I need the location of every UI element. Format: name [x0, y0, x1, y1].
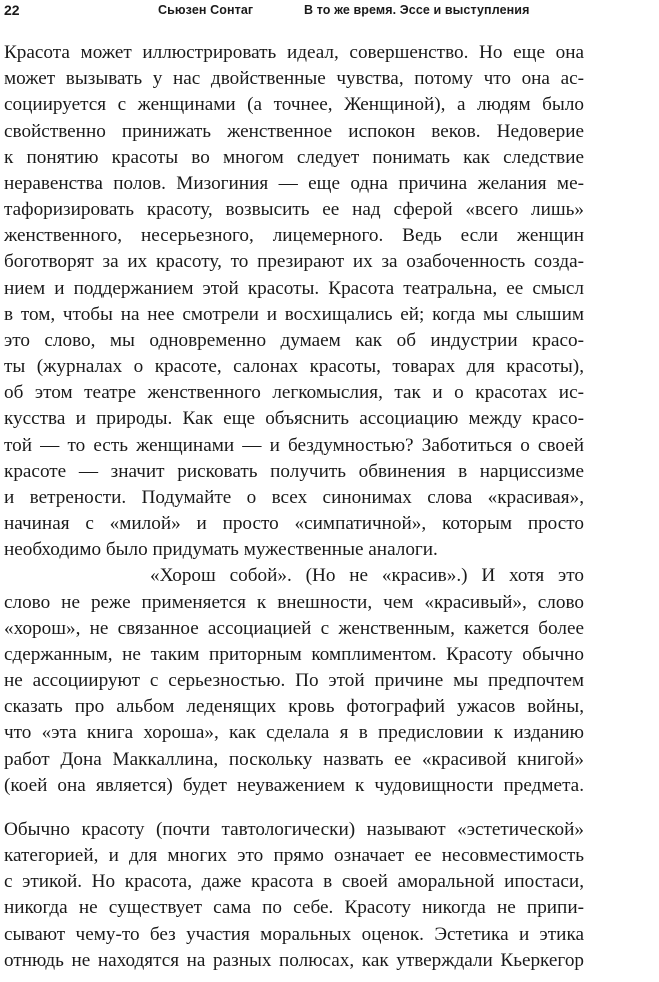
text-line: отнюдь не находятся на разных полюсах, как утверждали Кьеркегор	[4, 949, 584, 971]
text-line: тафоризировать красоту, возвысить ее над сферой «всего лишь»	[4, 199, 584, 221]
text-line: начиная с «милой» и просто «симпатичной», которым просто	[4, 513, 584, 535]
text-line: свойственно принижать женственное испокон веков. Недоверие	[4, 120, 584, 142]
text-line: социируется с женщинами (а точнее, Женщиной), а людям было	[4, 94, 584, 116]
running-header	[0, 0, 659, 30]
text-line: сказать про альбом леденящих кровь фотографий ужасов войны,	[4, 696, 584, 718]
text-line: об этом театре женственного легкомыслия, так и о красотах ис-	[4, 382, 584, 404]
text-line: не ассоциируют с серьезностью. По этой причине мы предпочтем	[4, 670, 584, 692]
text-line: нием и поддержанием этой красоты. Красота театральна, ее смысл	[4, 277, 584, 299]
running-head-title: В то же время. Эссе и выступления	[304, 3, 530, 17]
text-line: категорией, и для многих это прямо означает ее несовместимость	[4, 845, 584, 867]
text-line: это слово, мы одновременно думаем как об индустрии красо-	[4, 329, 584, 351]
text-line: неравенства полов. Мизогиния — еще одна причина желания ме-	[4, 172, 584, 194]
text-line: «хорош», не связанное ассоциацией с женственным, кажется более	[4, 617, 584, 639]
running-head-author: Сьюзен Сонтаг	[158, 3, 254, 17]
text-line: что «эта книга хороша», как сделала я в предисловии к изданию	[4, 722, 584, 744]
text-line: слово не реже применяется к внешности, чем «красивый», слово	[4, 591, 584, 613]
text-line: ты (журналах о красоте, салонах красоты, товарах для красоты),	[4, 356, 584, 378]
text-line: Обычно красоту (почти тавтологически) называют «эстетической»	[4, 818, 584, 840]
text-line: красоте — значит рисковать получить обвинения в нарциссизме	[4, 460, 584, 482]
text-line: к понятию красоты во многом следует понимать как следствие	[4, 146, 584, 168]
page-number: 22	[4, 2, 20, 18]
text-line: никогда не существует сама по себе. Красоту никогда не припи-	[4, 897, 584, 919]
text-line: (коей она является) будет неуважением к чудовищности предмета.	[4, 774, 584, 796]
text-line: сдержанным, не таким приторным комплиментом. Красоту обычно	[4, 643, 584, 665]
text-line: и ветрености. Подумайте о всех синонимах слова «красивая»,	[4, 486, 584, 508]
text-line: «Хорош собой». (Но не «красив».) И хотя это	[150, 565, 584, 587]
text-line: Красота может иллюстрировать идеал, совершенство. Но еще она	[4, 42, 584, 63]
text-line: с этикой. Но красота, даже красота в своей аморальной ипостаси,	[4, 871, 584, 893]
text-line: в том, чтобы на нее смотрели и восхищались ей; когда мы слышим	[4, 303, 584, 325]
text-line: сывают чему-то без участия моральных оценок. Эстетика и этика	[4, 923, 584, 945]
text-line: боготворят за их красоту, то презирают их за озабоченность созда-	[4, 251, 584, 273]
text-line: кусства и природы. Как еще объяснить ассоциацию между красо-	[4, 408, 584, 430]
text-line: той — то есть женщинами — и бездумностью? Заботиться о своей	[4, 434, 584, 456]
text-line: может вызывать у нас двойственные чувства, потому что она ас-	[4, 68, 584, 90]
text-line: необходимо было придумать мужественные аналоги.	[4, 539, 438, 561]
text-line: женственного, несерьезного, лицемерного. Ведь если женщин	[4, 225, 584, 247]
text-line: работ Дона Маккаллина, поскольку назвать ее «красивой книгой»	[4, 748, 584, 770]
